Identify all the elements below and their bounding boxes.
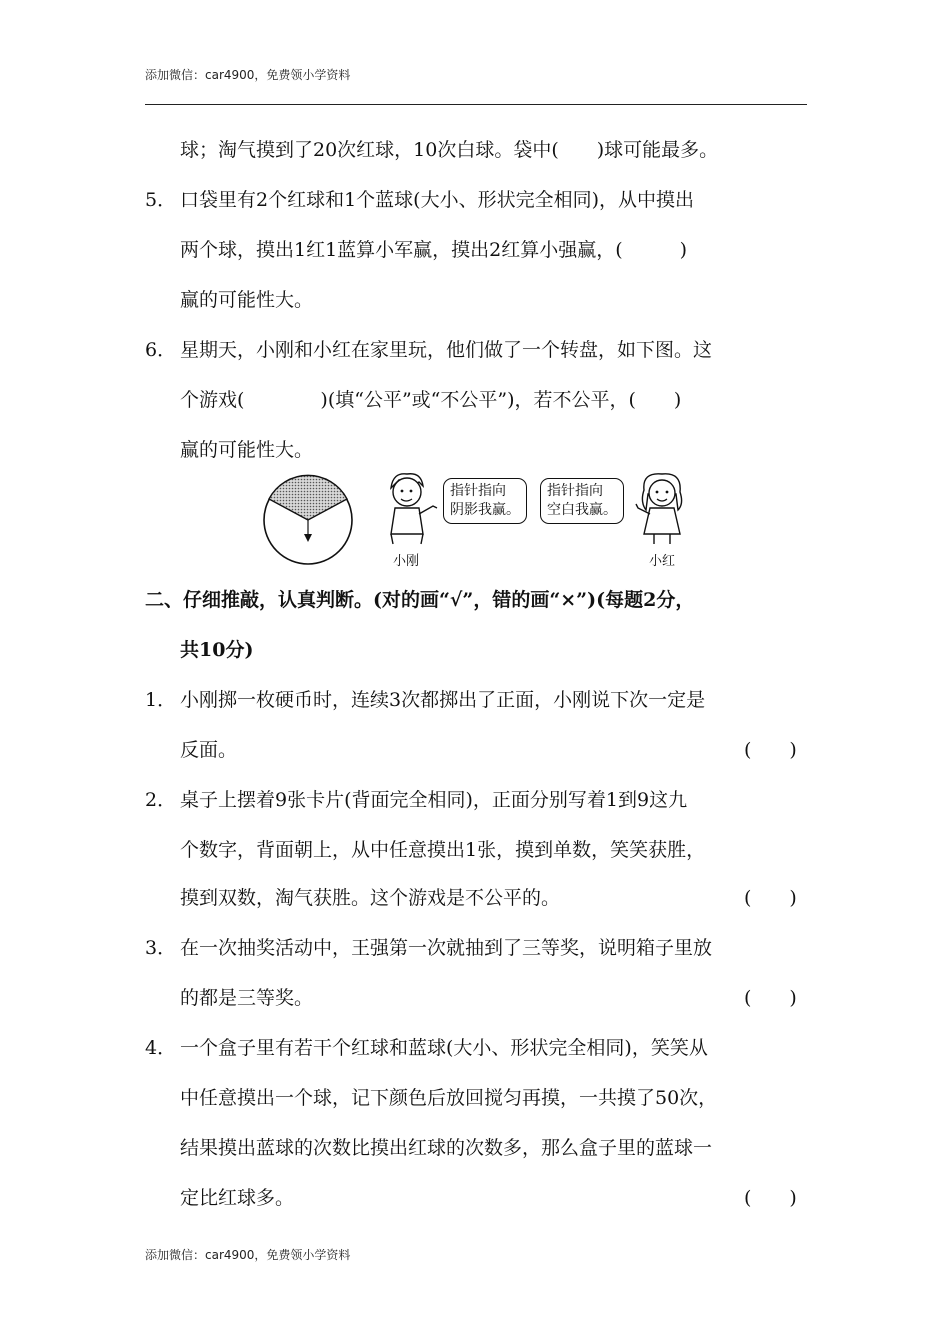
bubble-right-line-1: 指针指向 bbox=[547, 483, 603, 499]
j3-line-2: 的都是三等奖。 bbox=[180, 987, 314, 1009]
j4-line-3: 结果摸出蓝球的次数比摸出红球的次数多，那么盒子里的蓝球一 bbox=[180, 1137, 713, 1159]
caption-xiaohong: 小红 bbox=[649, 554, 676, 569]
q5-number: 5． bbox=[145, 189, 177, 211]
j2-number: 2． bbox=[145, 789, 177, 811]
j4-line-2: 中任意摸出一个球，记下颜色后放回搅匀再摸，一共摸了50次， bbox=[180, 1087, 718, 1109]
bubble-left-line-2: 阴影我赢。 bbox=[450, 502, 520, 518]
j4-number: 4． bbox=[145, 1037, 177, 1059]
j1-line-2: 反面。 bbox=[180, 739, 238, 761]
header-divider bbox=[145, 104, 807, 105]
boy-xiaogang-illustration bbox=[383, 470, 441, 546]
q5-line-2: 两个球，摸出1红1蓝算小军赢，摸出2红算小强赢，( ) bbox=[180, 239, 688, 261]
speech-bubble-xiaogang bbox=[443, 478, 527, 524]
j1-answer-blank[interactable]: ( ) bbox=[744, 739, 797, 761]
header-note: 添加微信：car4900，免费领小学资料 bbox=[145, 68, 351, 82]
j2-answer-blank[interactable]: ( ) bbox=[744, 887, 797, 909]
q5-line-1: 口袋里有2个红球和1个蓝球(大小、形状完全相同)，从中摸出 bbox=[180, 189, 695, 211]
q5-line-3: 赢的可能性大。 bbox=[180, 289, 314, 311]
girl-xiaohong-illustration bbox=[632, 470, 692, 546]
j1-number: 1． bbox=[145, 689, 177, 711]
section-2-heading: 二、仔细推敲，认真判断。(对的画“√”，错的画“×”)(每题2分， bbox=[145, 589, 695, 611]
caption-xiaogang: 小刚 bbox=[393, 554, 420, 569]
j3-number: 3． bbox=[145, 937, 177, 959]
footer-note: 添加微信：car4900，免费领小学资料 bbox=[145, 1248, 351, 1262]
q6-line-2: 个游戏( )(填“公平”或“不公平”)，若不公平，( ) bbox=[180, 389, 682, 411]
speech-bubble-xiaohong bbox=[540, 478, 624, 524]
j4-answer-blank[interactable]: ( ) bbox=[744, 1187, 797, 1209]
q6-line-3: 赢的可能性大。 bbox=[180, 439, 314, 461]
j2-line-1: 桌子上摆着9张卡片(背面完全相同)，正面分别写着1到9这九 bbox=[180, 789, 688, 811]
bubble-right-line-2: 空白我赢。 bbox=[547, 502, 617, 518]
section-2-heading-cont: 共10分) bbox=[180, 639, 254, 661]
q6-number: 6． bbox=[145, 339, 177, 361]
j4-line-1: 一个盒子里有若干个红球和蓝球(大小、形状完全相同)，笑笑从 bbox=[180, 1037, 708, 1059]
q4-tail-text: 球；淘气摸到了20次红球，10次白球。袋中( )球可能最多。 bbox=[180, 139, 719, 161]
j2-line-3: 摸到双数，淘气获胜。这个游戏是不公平的。 bbox=[180, 887, 561, 909]
j2-line-2: 个数字，背面朝上，从中任意摸出1张，摸到单数，笑笑获胜， bbox=[180, 839, 706, 861]
j3-line-1: 在一次抽奖活动中，王强第一次就抽到了三等奖，说明箱子里放 bbox=[180, 937, 713, 959]
j4-line-4: 定比红球多。 bbox=[180, 1187, 295, 1209]
q6-line-1: 星期天，小刚和小红在家里玩，他们做了一个转盘，如下图。这 bbox=[180, 339, 713, 361]
bubble-left-line-1: 指针指向 bbox=[450, 483, 506, 499]
j3-answer-blank[interactable]: ( ) bbox=[744, 987, 797, 1009]
spinner-figure bbox=[258, 472, 358, 568]
j1-line-1: 小刚掷一枚硬币时，连续3次都掷出了正面，小刚说下次一定是 bbox=[180, 689, 706, 711]
